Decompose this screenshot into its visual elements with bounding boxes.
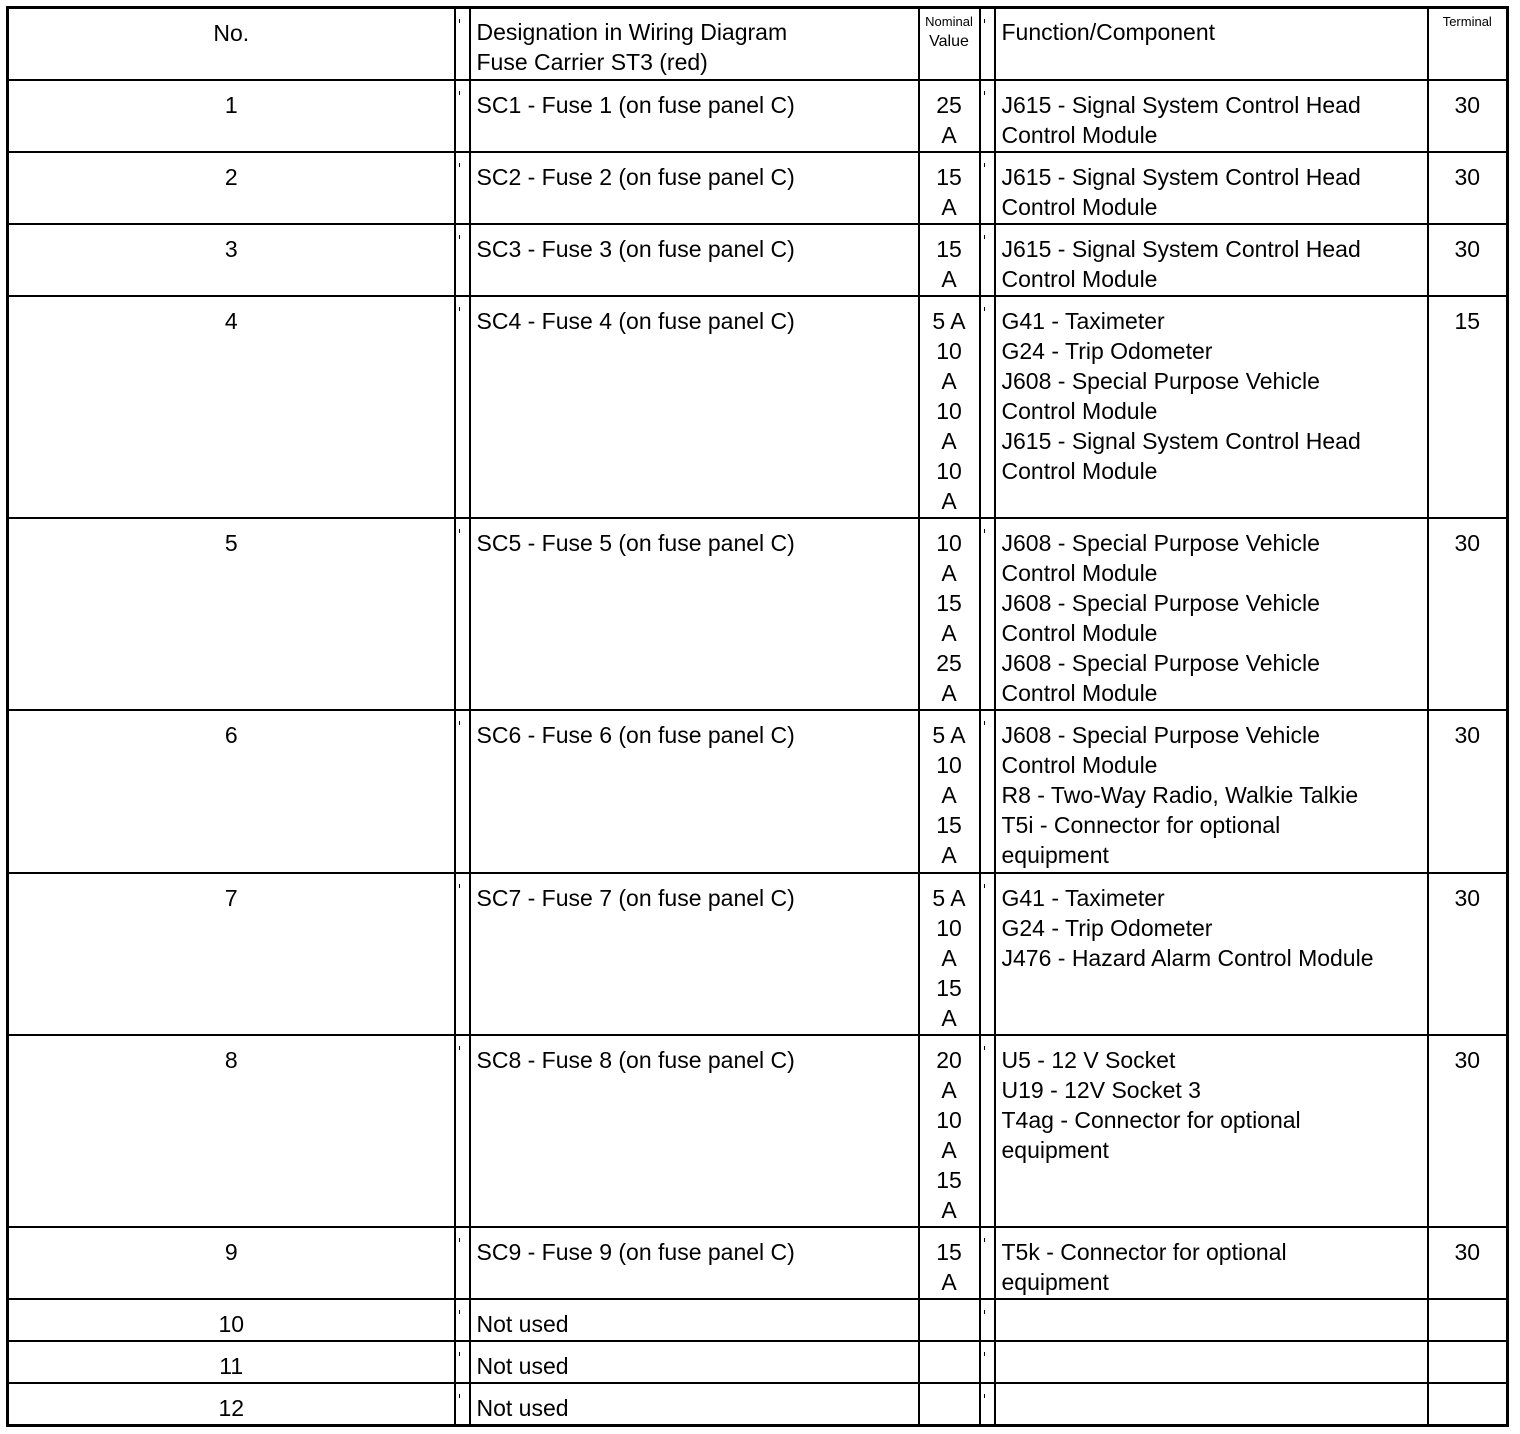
header-nominal [919,8,980,80]
row-nominal [919,224,980,296]
function-line: Control Module [1001,265,1158,292]
spacer-cell [455,1227,470,1299]
function-line: equipment [1001,1269,1109,1296]
row-designation: SC5 - Fuse 5 (on fuse panel C) [470,518,919,710]
function-line: G41 - Taximeter [1001,307,1165,334]
row-number: 1 [8,80,455,152]
function-line: J608 - Special Purpose Vehicle [1001,590,1320,617]
row-designation: Not used [470,1341,919,1383]
function-line: J476 - Hazard Alarm Control Module [1001,944,1374,971]
function-line: G24 - Trip Odometer [1001,337,1213,364]
row-function [995,1341,1428,1383]
row-function [995,1383,1428,1425]
table-row [8,1383,1508,1425]
spacer-cell [455,710,470,872]
spacer-cell [980,80,995,152]
function-line: T5i - Connector for optional [1001,812,1281,839]
header-no: No. [8,8,455,80]
function-line: J608 - Special Purpose Vehicle [1001,530,1320,557]
fuse-table [6,6,1509,1427]
spacer-cell [980,1341,995,1383]
spacer-cell [455,152,470,224]
header-designation-line2: Fuse Carrier ST3 (red) [476,49,708,75]
function-line: J608 - Special Purpose Vehicle [1001,722,1320,749]
row-terminal [1428,1341,1508,1383]
row-designation: SC4 - Fuse 4 (on fuse panel C) [470,296,919,518]
nominal-line: 15 [936,812,962,839]
row-designation: SC3 - Fuse 3 (on fuse panel C) [470,224,919,296]
nominal-line: A [941,782,957,809]
row-number: 12 [8,1383,455,1425]
row-nominal [919,1383,980,1425]
nominal-line: A [941,680,957,707]
function-line: Control Module [1001,121,1158,148]
table-row [8,518,1508,710]
row-designation: SC8 - Fuse 8 (on fuse panel C) [470,1035,919,1227]
spacer-cell [980,518,995,710]
row-terminal: 30 [1428,518,1508,710]
nominal-line: 15 [936,590,962,617]
row-designation: SC6 - Fuse 6 (on fuse panel C) [470,710,919,872]
nominal-line: 25 [936,91,962,118]
row-designation: Not used [470,1299,919,1341]
nominal-line: A [941,265,957,292]
nominal-line: A [941,1136,957,1163]
spacer-cell [980,152,995,224]
row-nominal [919,1227,980,1299]
nominal-line: 10 [936,397,962,424]
function-line: T4ag - Connector for optional [1001,1106,1301,1133]
header-row [8,8,1508,80]
nominal-line: A [941,620,957,647]
table-row [8,224,1508,296]
spacer-cell [980,1299,995,1341]
spacer-cell [980,296,995,518]
row-function [995,224,1428,296]
row-nominal [919,1299,980,1341]
function-line: Control Module [1001,560,1158,587]
spacer-cell [455,80,470,152]
row-number: 6 [8,710,455,872]
nominal-line: A [941,842,957,869]
nominal-line: A [941,121,957,148]
row-terminal: 30 [1428,1035,1508,1227]
function-line: G41 - Taximeter [1001,884,1165,911]
nominal-line: 15 [936,1239,962,1266]
function-line: R8 - Two-Way Radio, Walkie Talkie [1001,782,1359,809]
function-line: Control Module [1001,397,1158,424]
row-designation: Not used [470,1383,919,1425]
nominal-line: 10 [936,457,962,484]
table-row [8,1299,1508,1341]
spacer-cell [980,8,995,80]
function-line: Control Module [1001,620,1158,647]
row-function [995,80,1428,152]
nominal-line: A [941,1196,957,1223]
row-nominal [919,152,980,224]
table-row [8,80,1508,152]
row-terminal [1428,1383,1508,1425]
row-terminal: 30 [1428,224,1508,296]
function-line: J615 - Signal System Control Head [1001,235,1361,262]
row-number: 10 [8,1299,455,1341]
function-line: equipment [1001,1136,1109,1163]
row-nominal [919,296,980,518]
spacer-cell [455,1341,470,1383]
row-terminal: 30 [1428,1227,1508,1299]
function-line: Control Module [1001,680,1158,707]
row-function [995,152,1428,224]
header-terminal-text: Terminal [1442,14,1492,29]
table-row [8,296,1508,518]
nominal-line: 10 [936,337,962,364]
spacer-cell [455,8,470,80]
spacer-cell [455,224,470,296]
nominal-line: 15 [936,163,962,190]
nominal-line: A [941,427,957,454]
function-line: J615 - Signal System Control Head [1001,163,1361,190]
function-line: Control Module [1001,752,1158,779]
function-line: U19 - 12V Socket 3 [1001,1076,1201,1103]
nominal-line: 25 [936,650,962,677]
row-designation: SC1 - Fuse 1 (on fuse panel C) [470,80,919,152]
header-function: Function/Component [995,8,1428,80]
nominal-line: 10 [936,752,962,779]
row-number: 3 [8,224,455,296]
nominal-line: 5 A [932,884,966,911]
row-function [995,710,1428,872]
row-function [995,1227,1428,1299]
spacer-cell [980,873,995,1035]
spacer-cell [455,873,470,1035]
table-row [8,710,1508,872]
nominal-line: A [941,1269,957,1296]
row-nominal [919,1035,980,1227]
nominal-line: A [941,944,957,971]
row-terminal: 30 [1428,80,1508,152]
table-row [8,873,1508,1035]
row-function [995,873,1428,1035]
row-nominal [919,710,980,872]
function-line: J615 - Signal System Control Head [1001,427,1361,454]
nominal-line: A [941,487,957,514]
row-nominal [919,80,980,152]
row-function [995,518,1428,710]
nominal-line: A [941,560,957,587]
header-terminal [1428,8,1508,80]
header-designation-line1: Designation in Wiring Diagram [476,19,788,45]
row-function [995,296,1428,518]
row-number: 2 [8,152,455,224]
table-row [8,1227,1508,1299]
function-line: J615 - Signal System Control Head [1001,91,1361,118]
row-nominal [919,1341,980,1383]
function-line: G24 - Trip Odometer [1001,914,1213,941]
row-nominal [919,873,980,1035]
spacer-cell [980,710,995,872]
nominal-line: 20 [936,1046,962,1073]
row-number: 7 [8,873,455,1035]
spacer-cell [455,296,470,518]
row-nominal [919,518,980,710]
nominal-line: 10 [936,530,962,557]
row-terminal: 30 [1428,710,1508,872]
function-line: Control Module [1001,193,1158,220]
table-row [8,152,1508,224]
spacer-cell [980,1227,995,1299]
spacer-cell [455,1035,470,1227]
function-line: J608 - Special Purpose Vehicle [1001,650,1320,677]
nominal-line: 15 [936,1166,962,1193]
nominal-line: A [941,1004,957,1031]
nominal-line: 10 [936,1106,962,1133]
row-terminal: 30 [1428,873,1508,1035]
table-row [8,1035,1508,1227]
row-designation: SC2 - Fuse 2 (on fuse panel C) [470,152,919,224]
row-terminal: 30 [1428,152,1508,224]
row-terminal [1428,1299,1508,1341]
row-number: 9 [8,1227,455,1299]
row-number: 8 [8,1035,455,1227]
row-function [995,1035,1428,1227]
function-line: T5k - Connector for optional [1001,1239,1287,1266]
spacer-cell [455,1299,470,1341]
spacer-cell [980,1035,995,1227]
spacer-cell [455,1383,470,1425]
row-function [995,1299,1428,1341]
spacer-cell [455,518,470,710]
row-number: 4 [8,296,455,518]
function-line: Control Module [1001,457,1158,484]
header-nominal-text: Nominal Value [925,14,973,50]
header-designation [470,8,919,80]
function-line: J608 - Special Purpose Vehicle [1001,367,1320,394]
nominal-line: A [941,367,957,394]
row-number: 11 [8,1341,455,1383]
spacer-cell [980,224,995,296]
table-row [8,1341,1508,1383]
spacer-cell [980,1383,995,1425]
nominal-line: 15 [936,974,962,1001]
row-number: 5 [8,518,455,710]
nominal-line: A [941,193,957,220]
function-line: U5 - 12 V Socket [1001,1046,1176,1073]
nominal-line: A [941,1076,957,1103]
nominal-line: 10 [936,914,962,941]
nominal-line: 5 A [932,722,966,749]
nominal-line: 5 A [932,307,966,334]
row-terminal: 15 [1428,296,1508,518]
nominal-line: 15 [936,235,962,262]
row-designation: SC9 - Fuse 9 (on fuse panel C) [470,1227,919,1299]
row-designation: SC7 - Fuse 7 (on fuse panel C) [470,873,919,1035]
function-line: equipment [1001,842,1109,869]
